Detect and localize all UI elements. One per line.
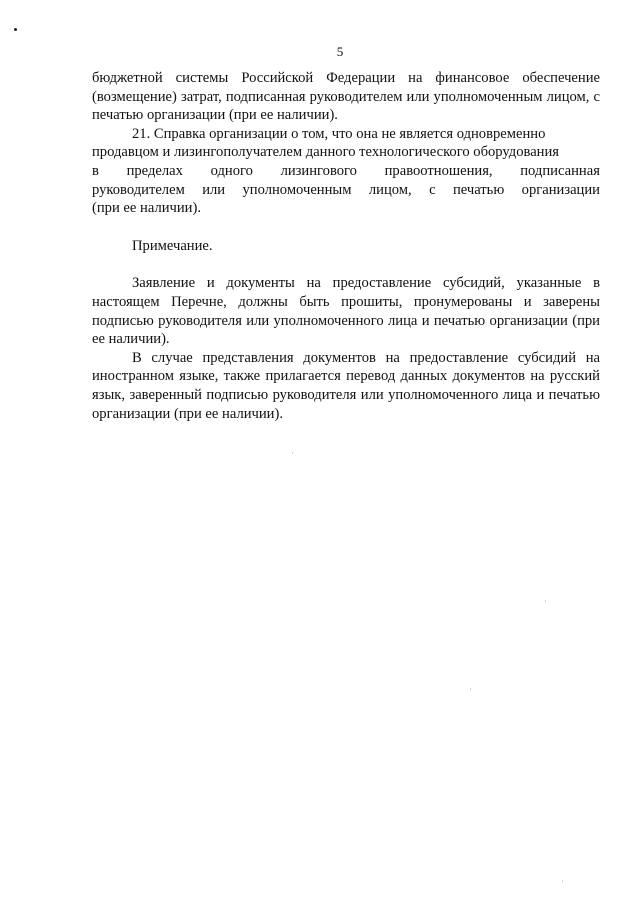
word: лицом, xyxy=(368,181,412,198)
word: пределах xyxy=(126,162,183,179)
scan-speck xyxy=(470,688,471,690)
document-body xyxy=(92,69,600,423)
scan-speck xyxy=(545,600,546,602)
scan-mark xyxy=(14,28,17,31)
word: лизингового xyxy=(280,162,357,179)
word: в xyxy=(92,162,99,179)
note-paragraph: В случае представления документов на предоставление субсидий на иностранном языке, также прилагается перевод данных документов на русский язык, заверенный подписью руководителя или уполномоченного лица и печатью организации (при ее наличии). xyxy=(92,349,600,422)
note-block xyxy=(92,274,600,423)
word: подписанная xyxy=(520,162,600,179)
scan-speck xyxy=(562,880,563,882)
item-21-line: продавцом и лизингополучателем данного технологического оборудования xyxy=(92,144,560,161)
word: правоотношения, xyxy=(384,162,493,179)
note-paragraph: Заявление и документы на предоставление субсидий, указанные в настоящем Перечне, должны быть прошиты, пронумерованы и заверены подписью руководителя или уполномоченного лица и печатью организации (при ее наличии). xyxy=(92,275,600,348)
word: с xyxy=(429,181,436,198)
scan-speck xyxy=(292,452,293,454)
item-21-line: 21. Справка организации о том, что она не является одновременно xyxy=(132,125,546,142)
word: печатью xyxy=(452,181,505,198)
word: или xyxy=(202,181,226,198)
word: одного xyxy=(210,162,253,179)
item-21-paragraph xyxy=(92,125,600,218)
continuation-paragraph: бюджетной системы Российской Федерации на финансовое обеспечение (возмещение) затрат, подписанная руководителем или уполномоченным лицом, с печатью организации (при ее наличии). xyxy=(92,70,600,124)
note-heading: Примечание. xyxy=(132,237,213,254)
item-21-line xyxy=(92,181,600,200)
word: организации xyxy=(521,181,600,198)
item-21-line: (при ее наличии). xyxy=(92,200,202,217)
page-number: 5 xyxy=(336,44,344,59)
word: уполномоченным xyxy=(242,181,352,198)
word: руководителем xyxy=(92,181,185,198)
item-21-line xyxy=(92,162,600,181)
